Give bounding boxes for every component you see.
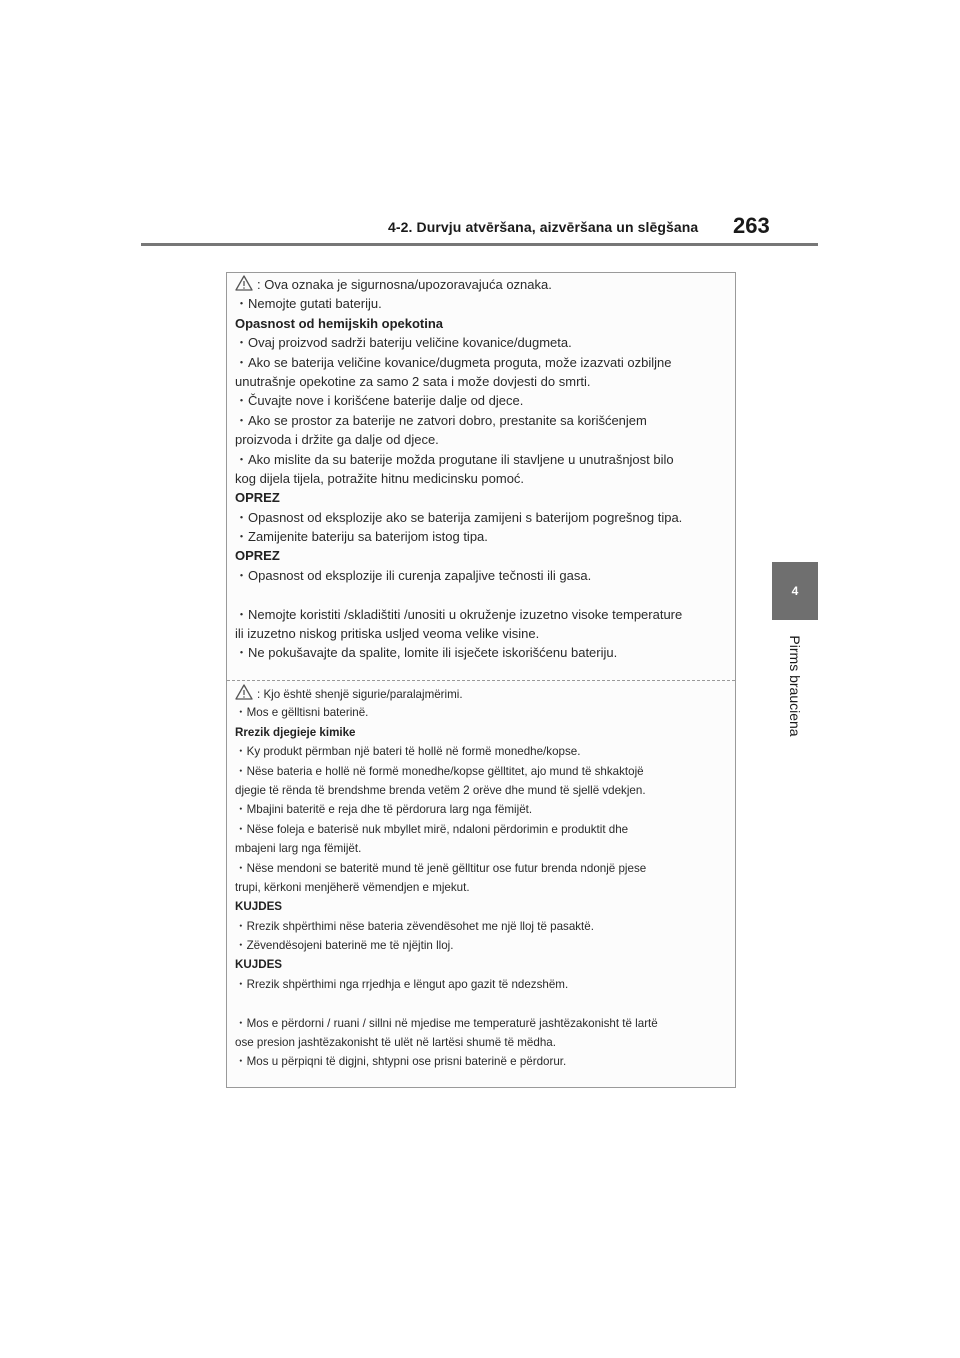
warning-line (235, 1014, 729, 1033)
warning-text: djegie të rënda të brendshme brenda vetëm 2 orëve dhe mund të sjellë vdekjen. (235, 783, 646, 797)
warning-text: ・Mbajini bateritë e reja dhe të përdorura larg nga fëmijët. (235, 803, 533, 817)
warning-line (235, 859, 729, 878)
warning-line (235, 353, 729, 372)
warning-text: ・Mos e gëlltisni baterinë. (235, 706, 369, 720)
warning-text-albanian (235, 684, 729, 1072)
warning-text: ・Nemojte gutati bateriju. (235, 296, 382, 312)
warning-line (235, 430, 729, 449)
warning-line (235, 527, 729, 546)
warning-line (235, 624, 729, 643)
warning-line (235, 684, 729, 703)
warning-heading (235, 546, 729, 565)
warning-line (235, 1033, 729, 1052)
warning-text: KUJDES (235, 900, 283, 914)
header-rule (141, 243, 818, 246)
warning-line (235, 469, 729, 488)
page-number: 263 (733, 213, 770, 238)
warning-text: OPREZ (235, 490, 280, 506)
battery-warning-label (226, 272, 736, 1088)
warning-line (235, 411, 729, 430)
warning-line (235, 643, 729, 662)
warning-text: ・Opasnost od eksplozije ili curenja zapaljive tečnosti ili gasa. (235, 567, 592, 583)
warning-text: kog dijela tijela, potražite hitnu medicinsku pomoć. (235, 470, 525, 486)
language-divider (227, 680, 735, 681)
warning-triangle-icon (235, 275, 253, 291)
chapter-title: Pirms brauciena (787, 635, 803, 737)
warning-text: ili izuzetno niskog pritiska usljed veoma velike visine. (235, 626, 540, 642)
warning-heading (235, 314, 729, 333)
warning-heading (235, 955, 729, 974)
warning-text-montenegrin (235, 275, 729, 663)
warning-heading (235, 488, 729, 507)
warning-line (235, 975, 729, 994)
warning-text: ・Nëse foleja e baterisë nuk mbyllet mirë, ndaloni përdorimin e produktit dhe (235, 822, 629, 836)
warning-text: ・Mos u përpiqni të digjni, shtypni ose prisni baterinë e përdorur. (235, 1055, 567, 1069)
warning-text: OPREZ (235, 548, 280, 564)
warning-text: ・Ako mislite da su baterije možda progutane ili stavljene u unutrašnjost bilo (235, 451, 674, 467)
warning-text: ose presion jashtëzakonisht të ulët në lartësi shumë të mëdha. (235, 1036, 556, 1050)
warning-text: ・Rrezik shpërthimi nga rrjedhja e lëngut apo gazit të ndezshëm. (235, 977, 569, 991)
warning-text: ・Čuvajte nove i korišćene baterije dalje od djece. (235, 393, 524, 409)
warning-line (235, 820, 729, 839)
warning-text: Opasnost od hemijskih opekotina (235, 315, 444, 331)
warning-text: ・Rrezik shpërthimi nëse bateria zëvendësohet me një lloj të pasaktë. (235, 919, 594, 933)
warning-text: ・Ne pokušavajte da spalite, lomite ili isječete iskorišćenu bateriju. (235, 645, 618, 661)
warning-line (235, 605, 729, 624)
warning-line (235, 762, 729, 781)
blank-line (235, 585, 729, 604)
warning-text: trupi, kërkoni menjëherë vëmendjen e mjekut. (235, 880, 470, 894)
warning-text: KUJDES (235, 958, 283, 972)
warning-text: ・Opasnost od eksplozije ako se baterija zamijeni s baterijom pogrešnog tipa. (235, 509, 683, 525)
warning-line (235, 742, 729, 761)
warning-text: ・Ky produkt përmban një bateri të hollë në formë monedhe/kopse. (235, 745, 581, 759)
warning-text: ・Zamijenite bateriju sa baterijom istog tipa. (235, 529, 488, 545)
warning-line (235, 781, 729, 800)
warning-text: ・Nemojte koristiti /skladištiti /unositi u okruženje izuzetno visoke temperature (235, 606, 683, 622)
warning-line (235, 372, 729, 391)
warning-text: proizvoda i držite ga dalje od djece. (235, 432, 439, 448)
warning-line (235, 294, 729, 313)
warning-text: ・Ako se prostor za baterije ne zatvori dobro, prestanite sa korišćenjem (235, 412, 647, 428)
warning-triangle-icon (235, 684, 253, 700)
warning-text: : Kjo është shenjë sigurie/paralajmërimi. (257, 688, 463, 701)
warning-text: ・Mos e përdorni / ruani / sillni në mjedise me temperaturë jashtëzakonisht të lartë (235, 1016, 658, 1030)
warning-text: unutrašnje opekotine za samo 2 sata i može dovjesti do smrti. (235, 373, 591, 389)
warning-line (235, 839, 729, 858)
warning-text: ・Ako se baterija veličine kovanice/dugmeta proguta, može izazvati ozbiljne (235, 354, 672, 370)
warning-line (235, 333, 729, 352)
warning-text: ・Nëse mendoni se bateritë mund të jenë gëlltitur ose futur brenda ndonjë pjese (235, 861, 647, 875)
warning-line (235, 878, 729, 897)
section-title: 4-2. Durvju atvēršana, aizvēršana un slēgšana (388, 219, 699, 235)
warning-line (235, 391, 729, 410)
blank-line (235, 994, 729, 1013)
warning-line (235, 917, 729, 936)
warning-line (235, 508, 729, 527)
warning-text: ・Nëse bateria e hollë në formë monedhe/kopse gëlltitet, ajo mund të shkaktojë (235, 764, 644, 778)
warning-line (235, 800, 729, 819)
warning-text: ・Zëvendësojeni baterinë me të njëjtin lloj. (235, 939, 454, 953)
warning-line (235, 566, 729, 585)
warning-heading (235, 897, 729, 916)
warning-line (235, 450, 729, 469)
warning-heading (235, 723, 729, 742)
warning-line (235, 703, 729, 722)
chapter-tab: 4 (772, 562, 818, 620)
warning-line (235, 1052, 729, 1071)
warning-text: Rrezik djegieje kimike (235, 725, 356, 739)
warning-line (235, 275, 729, 294)
warning-text: : Ova oznaka je sigurnosna/upozoravajuća oznaka. (257, 277, 552, 292)
warning-text: mbajeni larg nga fëmijët. (235, 842, 362, 856)
warning-text: ・Ovaj proizvod sadrži bateriju veličine kovanice/dugmeta. (235, 335, 572, 351)
warning-line (235, 936, 729, 955)
